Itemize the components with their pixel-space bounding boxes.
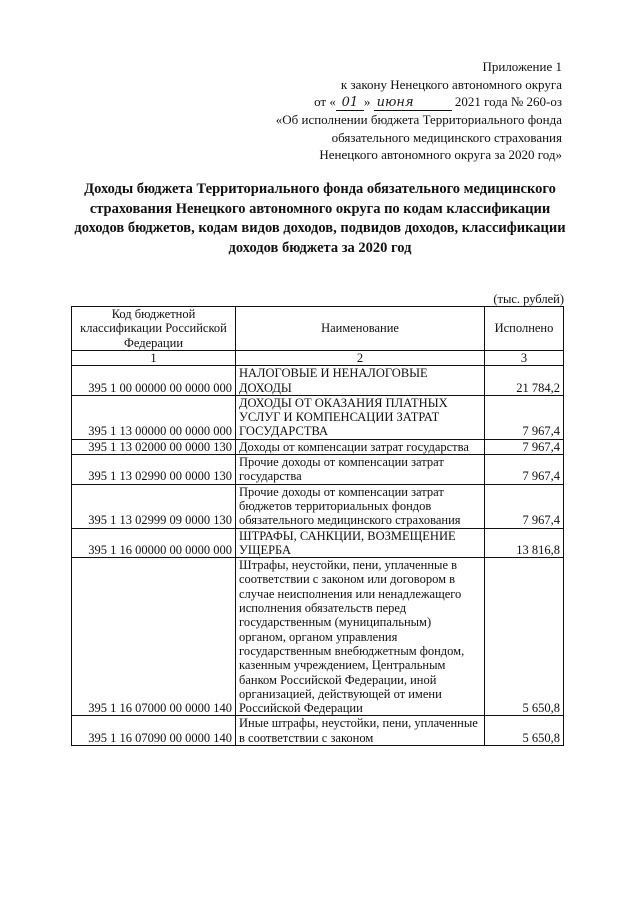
row-name: Прочие доходы от компенсации затрат бюджетов территориальных фондов обязательного медицинского страхования: [236, 484, 485, 528]
row-code: 395 1 13 02990 00 0000 130: [72, 455, 236, 485]
table-row: [72, 484, 564, 528]
row-code: 395 1 16 07000 00 0000 140: [72, 558, 236, 716]
appendix-block: [276, 58, 562, 164]
table-row: [72, 528, 564, 558]
row-value: 7 967,4: [485, 455, 564, 485]
appendix-title: Приложение 1: [482, 59, 562, 74]
document-title: Доходы бюджета Территориального фонда обязательного медицинского страхования Ненецкого автономного округа по кодам классификации доходов бюджетов, кодам видов доходов, подвидов доходов, классификации доходов бюджета за 2020 год: [74, 181, 566, 256]
row-value: 7 967,4: [485, 439, 564, 454]
column-number-row: [72, 351, 564, 366]
row-code: 395 1 13 00000 00 0000 000: [72, 395, 236, 439]
table-row: [72, 366, 564, 396]
appendix-law-title-3: Ненецкого автономного округа за 2020 год»: [319, 147, 562, 162]
table-row: [72, 439, 564, 454]
row-code: 395 1 16 07090 00 0000 140: [72, 716, 236, 746]
column-number: 3: [485, 351, 564, 366]
row-name: ШТРАФЫ, САНКЦИИ, ВОЗМЕЩЕНИЕ УЩЕРБА: [236, 528, 485, 558]
header-code: Код бюджетной классификации Российской Федерации: [72, 307, 236, 351]
table-row: [72, 558, 564, 716]
unit-label: (тыс. рублей): [493, 292, 564, 306]
row-name: НАЛОГОВЫЕ И НЕНАЛОГОВЫЕ ДОХОДЫ: [236, 366, 485, 396]
row-code: 395 1 16 00000 00 0000 000: [72, 528, 236, 558]
row-value: 21 784,2: [485, 366, 564, 396]
date-mid: »: [363, 94, 371, 109]
appendix-law-title-1: «Об исполнении бюджета Территориального фонда: [275, 112, 562, 127]
row-name: Иные штрафы, неустойки, пени, уплаченные в соответствии с законом: [236, 716, 485, 746]
header-name: Наименование: [236, 307, 485, 351]
table-row: [72, 395, 564, 439]
row-code: 395 1 00 00000 00 0000 000: [72, 366, 236, 396]
row-value: 13 816,8: [485, 528, 564, 558]
appendix-date-line: [276, 93, 562, 111]
income-table: [71, 306, 564, 746]
header-value: Исполнено: [485, 307, 564, 351]
appendix-law-title-2: обязательного медицинского страхования: [331, 129, 562, 145]
table-header-row: [72, 307, 564, 351]
row-name: ДОХОДЫ ОТ ОКАЗАНИЯ ПЛАТНЫХ УСЛУГ И КОМПЕНСАЦИИ ЗАТРАТ ГОСУДАРСТВА: [236, 395, 485, 439]
column-number: 2: [236, 351, 485, 366]
column-number: 1: [72, 351, 236, 366]
appendix-law-ref: к закону Ненецкого автономного округа: [340, 76, 562, 92]
row-value: 7 967,4: [485, 484, 564, 528]
row-value: 5 650,8: [485, 716, 564, 746]
row-name: Прочие доходы от компенсации затрат государства: [236, 455, 485, 485]
row-name: Доходы от компенсации затрат государства: [236, 439, 485, 454]
row-value: 7 967,4: [485, 395, 564, 439]
date-prefix: от «: [314, 94, 336, 109]
handwritten-day: 01: [336, 96, 364, 111]
date-suffix: 2021 года № 260-оз: [454, 94, 562, 109]
handwritten-month: июня: [374, 96, 452, 111]
row-code: 395 1 13 02999 09 0000 130: [72, 484, 236, 528]
row-value: 5 650,8: [485, 558, 564, 716]
table-row: [72, 455, 564, 485]
row-name: Штрафы, неустойки, пени, уплаченные в соответствии с законом или договором в случае неисполнения или ненадлежащего исполнения обязательств перед государственным (муниципальным) органом, органом управления государственным внебюджетным фондом, казенным учреждением, Центральным банком Российской Федерации, иной организацией, действующей от имени Российской Федерации: [236, 558, 485, 716]
row-code: 395 1 13 02000 00 0000 130: [72, 439, 236, 454]
table-row: [72, 716, 564, 746]
